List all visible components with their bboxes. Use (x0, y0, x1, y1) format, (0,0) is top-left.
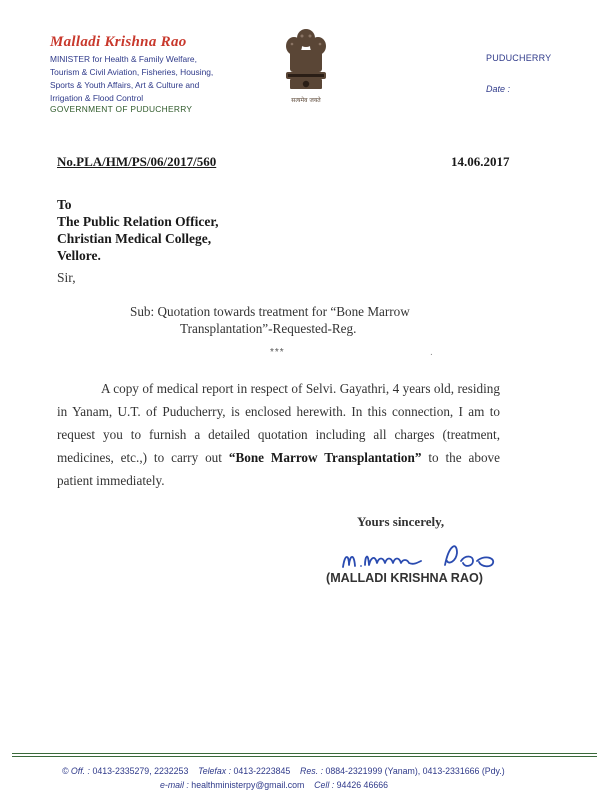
body-text-end: to the above patient immediately. (57, 450, 501, 488)
residence-label: Res. : (300, 766, 324, 776)
addressee-line: The Public Relation Officer, (57, 214, 219, 229)
telefax-number: 0413-2223845 (233, 766, 291, 776)
designation-line: Tourism & Civil Aviation, Fisheries, Housing, (50, 67, 214, 77)
addressee-block (57, 196, 219, 264)
office-phone: 0413-2335279, 2232253 (92, 766, 189, 776)
residence-phone: 0884-2321999 (Yanam), 0413-2331666 (Pdy.) (325, 766, 505, 776)
greeting: Sir, (57, 270, 76, 285)
national-emblem-icon (280, 24, 332, 110)
email-label: e-mail : (160, 780, 189, 790)
designation-line: Irrigation & Flood Control (50, 93, 144, 103)
designation-line: MINISTER for Health & Family Welfare, (50, 54, 197, 64)
minister-name: Malladi Krishna Rao (50, 34, 187, 50)
subject-line: Sub: Quotation towards treatment for “Bone Marrow (130, 304, 410, 319)
office-label: © Off. : (62, 766, 90, 776)
state-label: PUDUCHERRY (486, 53, 552, 63)
footer-contacts (160, 780, 388, 790)
telefax-label: Telefax : (198, 766, 232, 776)
signatory-name: (MALLADI KRISHNA RAO) (326, 571, 483, 585)
separator: *** (270, 347, 285, 358)
reference-number: No.PLA/HM/PS/06/2017/560 (57, 154, 217, 169)
closing: Yours sincerely, (357, 514, 445, 529)
stray-dot: . (430, 347, 433, 358)
date-label: Date : (486, 84, 511, 94)
salutation-to: To (57, 197, 72, 212)
body-emphasis: “Bone Marrow Transplantation” (228, 450, 422, 465)
subject-line: Transplantation”-Requested-Reg. (180, 321, 357, 336)
designation-line: Sports & Youth Affairs, Art & Culture and (50, 80, 200, 90)
email-address[interactable]: healthministerpy@gmail.com (191, 780, 305, 790)
cell-number: 94426 46666 (336, 780, 389, 790)
footer-divider (12, 756, 597, 757)
footer-phones (62, 766, 505, 776)
designation (50, 53, 250, 105)
government-label: GOVERNMENT OF PUDUCHERRY (50, 104, 193, 114)
letter-date: 14.06.2017 (451, 154, 510, 169)
footer-divider (12, 753, 597, 754)
subject (130, 303, 410, 337)
cell-label: Cell : (314, 780, 335, 790)
emblem-caption: सत्यमेव जयते (291, 97, 321, 104)
body-text: A copy of medical report in respect of Selvi. Gayathri, 4 years old, residing in Yanam, U.T. of Puducherry, is enclosed herewith. In this connection, I am to request you to furnish a detailed quotation including all charges (treatment, medicines, etc.,) to carry out (57, 381, 500, 465)
addressee-line: Vellore. (57, 248, 101, 263)
letter-body (57, 377, 500, 492)
addressee-line: Christian Medical College, (57, 231, 212, 246)
